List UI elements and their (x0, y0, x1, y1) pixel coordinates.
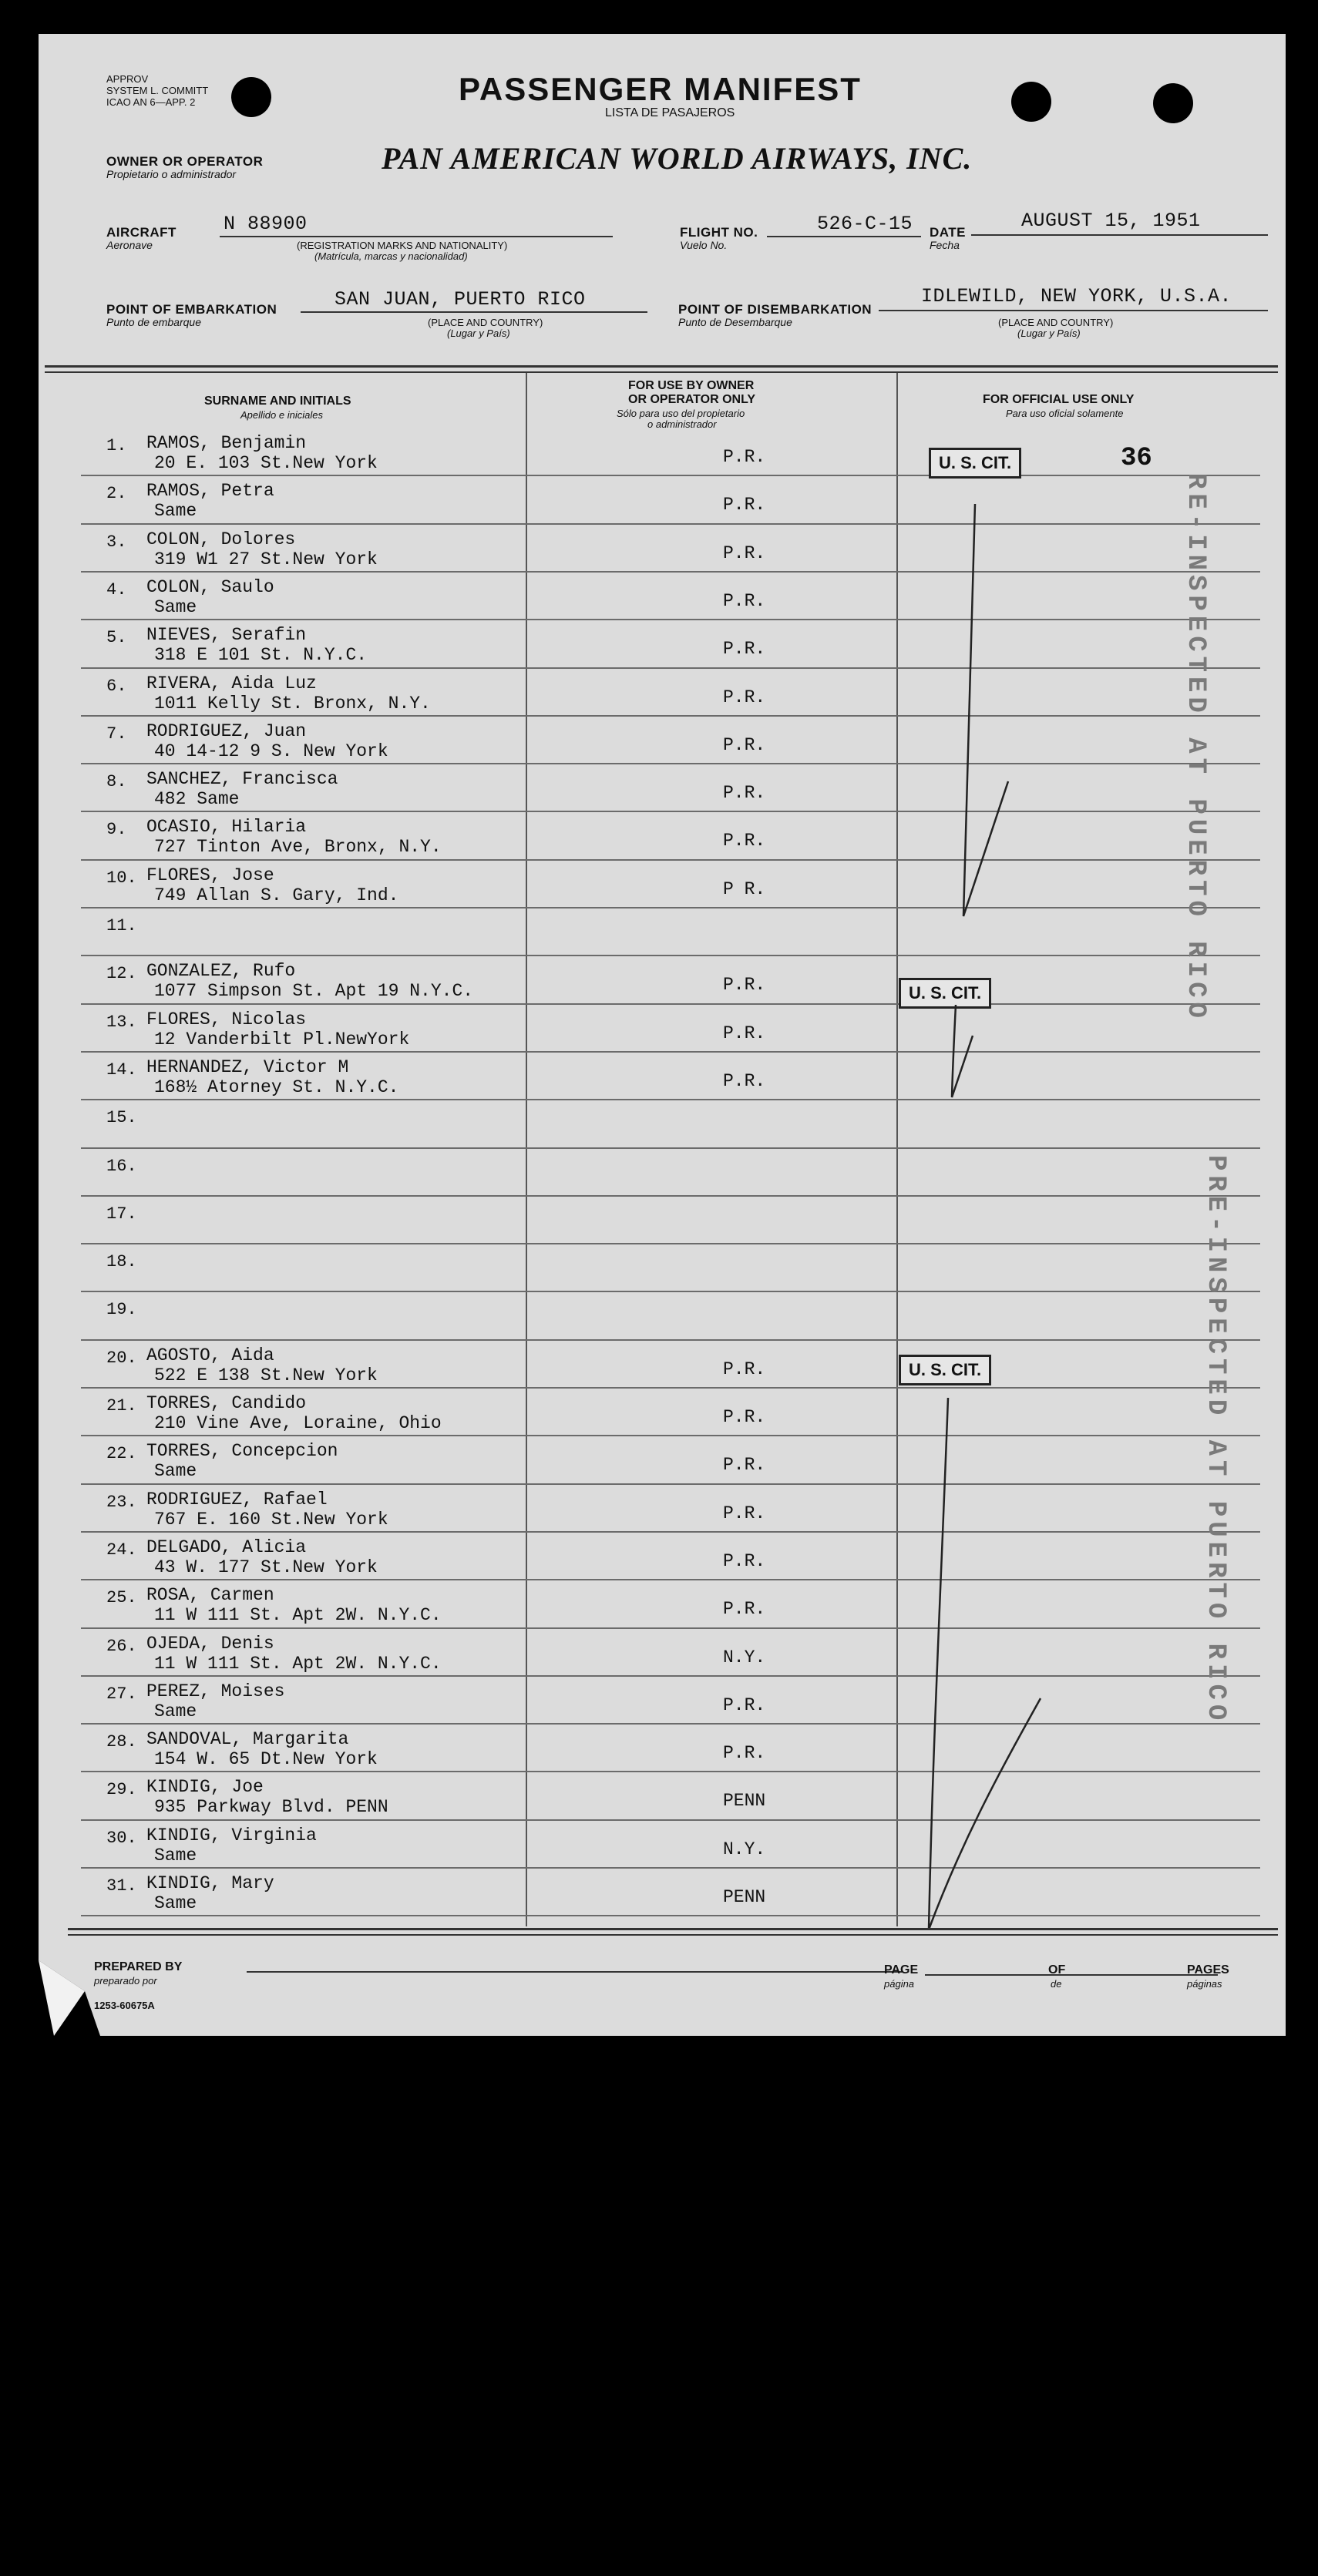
flight-value: 526-C-15 (817, 213, 913, 235)
page-subtitle: LISTA DE PASAJEROS (605, 106, 735, 119)
row-number: 4. (106, 579, 127, 599)
origin-code: P.R. (723, 1503, 766, 1523)
check-marks (39, 34, 1286, 2036)
origin-code: P.R. (723, 1407, 766, 1427)
passenger-address: Same (154, 1893, 197, 1913)
col-header-official-es: Para uso oficial solamente (1006, 408, 1124, 419)
row-number: 12. (106, 964, 137, 984)
passenger-address: 12 Vanderbilt Pl.NewYork (154, 1029, 410, 1050)
row-number: 25. (106, 1588, 137, 1608)
passenger-name: RODRIGUEZ, Juan (146, 720, 307, 741)
passenger-name: COLON, Dolores (146, 529, 296, 549)
col-header-owner-es: Sólo para uso del propietario (617, 408, 745, 419)
origin-code: P.R. (723, 495, 766, 516)
row-number: 17. (106, 1204, 137, 1224)
row-number: 21. (106, 1396, 137, 1416)
form-number: 1253-60675A (94, 2000, 155, 2011)
row-number: 9. (106, 820, 127, 840)
row-number: 10. (106, 868, 137, 888)
passenger-name: OJEDA, Denis (146, 1633, 274, 1654)
place-note-2-es: (Lugar y País) (1017, 327, 1081, 339)
row-number: 18. (106, 1252, 137, 1272)
col-header-name: SURNAME AND INITIALS (204, 395, 351, 408)
origin-code: N.Y. (723, 1647, 766, 1668)
row-number: 22. (106, 1444, 137, 1464)
row-number: 7. (106, 724, 127, 744)
row-number: 8. (106, 772, 127, 792)
row-number: 20. (106, 1348, 137, 1368)
folded-corner (39, 1960, 100, 2036)
passenger-address: Same (154, 596, 197, 617)
origin-code: N.Y. (723, 1839, 766, 1859)
owner-label: OWNER OR OPERATOR (106, 154, 264, 169)
of-label-es: de (1051, 1978, 1062, 1990)
origin-code: P.R. (723, 1023, 766, 1043)
passenger-name: GONZALEZ, Rufo (146, 961, 296, 982)
passenger-name: AGOSTO, Aida (146, 1345, 274, 1365)
origin-code: P.R. (723, 975, 766, 996)
prepared-by-label-es: preparado por (94, 1975, 157, 1987)
origin-code: P.R. (723, 1359, 766, 1379)
row-number: 29. (106, 1780, 137, 1800)
preinspected-stamp: PRE-INSPECTED AT PUERTO RICO (1201, 1155, 1230, 1725)
passenger-name: NIEVES, Serafin (146, 625, 307, 646)
passenger-address: 318 E 101 St. N.Y.C. (154, 645, 368, 666)
origin-code: PENN (723, 1887, 766, 1907)
passenger-address: 935 Parkway Blvd. PENN (154, 1797, 388, 1818)
origin-code: P.R. (723, 1070, 766, 1091)
row-number: 26. (106, 1636, 137, 1656)
place-note-es: (Lugar y País) (447, 327, 510, 339)
row-number: 1. (106, 436, 127, 455)
embark-label: POINT OF EMBARKATION (106, 302, 277, 317)
place-note: (PLACE AND COUNTRY) (428, 317, 543, 328)
origin-code: P R. (723, 878, 766, 899)
passenger-address: 11 W 111 St. Apt 2W. N.Y.C. (154, 1605, 442, 1626)
owner-label-es: Propietario o administrador (106, 168, 237, 180)
disembark-label: POINT OF DISEMBARKATION (678, 302, 873, 317)
passenger-address: 522 E 138 St.New York (154, 1365, 378, 1385)
row-number: 16. (106, 1156, 137, 1176)
passenger-name: RAMOS, Petra (146, 481, 274, 502)
us-cit-stamp: U. S. CIT. (929, 448, 1021, 479)
origin-code: P.R. (723, 542, 766, 563)
col-header-official: FOR OFFICIAL USE ONLY (983, 393, 1135, 406)
passenger-address: Same (154, 1845, 197, 1866)
passenger-name: FLORES, Nicolas (146, 1009, 307, 1029)
origin-code: P.R. (723, 831, 766, 851)
passenger-address: 154 W. 65 Dt.New York (154, 1749, 378, 1770)
registration-note: (REGISTRATION MARKS AND NATIONALITY) (297, 240, 508, 251)
col-header-owner-2: OR OPERATOR ONLY (628, 393, 756, 406)
passenger-name: OCASIO, Hilaria (146, 817, 307, 838)
row-number: 5. (106, 628, 127, 648)
col-header-name-es: Apellido e iniciales (240, 409, 323, 421)
origin-code: P.R. (723, 447, 766, 467)
approval-line: APPROV (106, 73, 149, 85)
aircraft-label-es: Aeronave (106, 239, 153, 251)
page-label-es: página (884, 1978, 915, 1990)
passenger-address: 767 E. 160 St.New York (154, 1509, 388, 1530)
row-number: 6. (106, 676, 127, 696)
row-number: 3. (106, 532, 127, 552)
page-title: PASSENGER MANIFEST (459, 71, 862, 107)
origin-code: P.R. (723, 639, 766, 660)
owner-value: PAN AMERICAN WORLD AIRWAYS, INC. (382, 141, 973, 176)
origin-code: P.R. (723, 1550, 766, 1571)
row-number: 23. (106, 1492, 137, 1512)
col-header-owner: FOR USE BY OWNER (628, 379, 755, 392)
row-number: 19. (106, 1300, 137, 1320)
pages-label-es: páginas (1187, 1978, 1222, 1990)
passenger-address: 168½ Atorney St. N.Y.C. (154, 1076, 399, 1097)
passenger-address: 40 14-12 9 S. New York (154, 741, 388, 761)
disembark-value: IDLEWILD, NEW YORK, U.S.A. (921, 285, 1232, 307)
passenger-name: KINDIG, Mary (146, 1873, 274, 1893)
col-header-owner-es-2: o administrador (647, 418, 717, 430)
approval-line: ICAO AN 6—APP. 2 (106, 96, 196, 108)
origin-code: P.R. (723, 590, 766, 611)
row-number: 30. (106, 1828, 137, 1848)
embark-value: SAN JUAN, PUERTO RICO (335, 288, 586, 311)
date-label: DATE (930, 225, 967, 240)
row-number: 28. (106, 1732, 137, 1752)
origin-code: P.R. (723, 1694, 766, 1715)
pages-label: PAGES (1187, 1963, 1229, 1977)
passenger-address: 727 Tinton Ave, Bronx, N.Y. (154, 837, 442, 858)
row-number: 24. (106, 1540, 137, 1560)
us-cit-stamp: U. S. CIT. (899, 1355, 991, 1385)
approval-line: SYSTEM L. COMMITT (106, 85, 209, 96)
passenger-address: 20 E. 103 St.New York (154, 453, 378, 473)
flight-label: FLIGHT NO. (680, 225, 758, 240)
row-number: 11. (106, 916, 137, 935)
passenger-address: Same (154, 1701, 197, 1721)
embark-label-es: Punto de embarque (106, 316, 201, 328)
passenger-address: 43 W. 177 St.New York (154, 1557, 378, 1577)
row-number: 15. (106, 1108, 137, 1128)
passenger-name: ROSA, Carmen (146, 1585, 274, 1606)
passenger-address: Same (154, 501, 197, 522)
us-cit-stamp: U. S. CIT. (899, 978, 991, 1009)
passenger-name: DELGADO, Alicia (146, 1537, 307, 1557)
place-note-2: (PLACE AND COUNTRY) (998, 317, 1114, 328)
disembark-label-es: Punto de Desembarque (678, 316, 792, 328)
passenger-name: RIVERA, Aida Luz (146, 673, 317, 694)
flight-label-es: Vuelo No. (680, 239, 728, 251)
row-number: 14. (106, 1060, 137, 1080)
passenger-address: 749 Allan S. Gary, Ind. (154, 885, 399, 905)
row-number: 2. (106, 484, 127, 504)
date-label-es: Fecha (930, 239, 960, 251)
passenger-name: COLON, Saulo (146, 576, 274, 597)
origin-code: P.R. (723, 1455, 766, 1476)
aircraft-label: AIRCRAFT (106, 225, 177, 240)
passenger-name: KINDIG, Virginia (146, 1825, 317, 1846)
passenger-name: RAMOS, Benjamin (146, 433, 307, 453)
registration-note-es: (Matrícula, marcas y nacionalidad) (314, 250, 468, 262)
of-label: OF (1048, 1963, 1066, 1977)
passenger-address: Same (154, 1461, 197, 1482)
passenger-name: TORRES, Candido (146, 1393, 307, 1413)
prepared-by-label: PREPARED BY (94, 1960, 183, 1973)
passenger-address: 1077 Simpson St. Apt 19 N.Y.C. (154, 981, 474, 1002)
row-number: 13. (106, 1012, 137, 1032)
passenger-address: 11 W 111 St. Apt 2W. N.Y.C. (154, 1653, 442, 1674)
passenger-name: HERNANDEZ, Victor M (146, 1056, 349, 1077)
passenger-name: TORRES, Concepcion (146, 1441, 338, 1462)
row-number: 27. (106, 1684, 137, 1704)
passenger-name: KINDIG, Joe (146, 1777, 264, 1798)
passenger-name: SANDOVAL, Margarita (146, 1729, 349, 1750)
origin-code: P.R. (723, 1599, 766, 1620)
passenger-address: 210 Vine Ave, Loraine, Ohio (154, 1413, 442, 1433)
manifest-sheet (39, 34, 1286, 2036)
origin-code: P.R. (723, 734, 766, 755)
origin-code: P.R. (723, 783, 766, 804)
passenger-address: 1011 Kelly St. Bronx, N.Y. (154, 693, 431, 714)
passenger-name: SANCHEZ, Francisca (146, 769, 338, 790)
passenger-address: 319 W1 27 St.New York (154, 549, 378, 569)
origin-code: PENN (723, 1791, 766, 1812)
passenger-name: RODRIGUEZ, Rafael (146, 1489, 328, 1510)
row-number: 31. (106, 1876, 137, 1896)
passenger-name: PEREZ, Moises (146, 1681, 285, 1701)
page-label: PAGE (884, 1963, 919, 1977)
passenger-name: FLORES, Jose (146, 865, 274, 885)
aircraft-value: N 88900 (224, 213, 308, 235)
reinspected-stamp: RE-INSPECTED AT PUERTO RICO (1181, 473, 1210, 1023)
origin-code: P.R. (723, 687, 766, 707)
origin-code: P.R. (723, 1743, 766, 1764)
passenger-address: 482 Same (154, 789, 240, 810)
passenger-count: 36 (1121, 444, 1152, 473)
date-value: AUGUST 15, 1951 (1021, 210, 1201, 232)
